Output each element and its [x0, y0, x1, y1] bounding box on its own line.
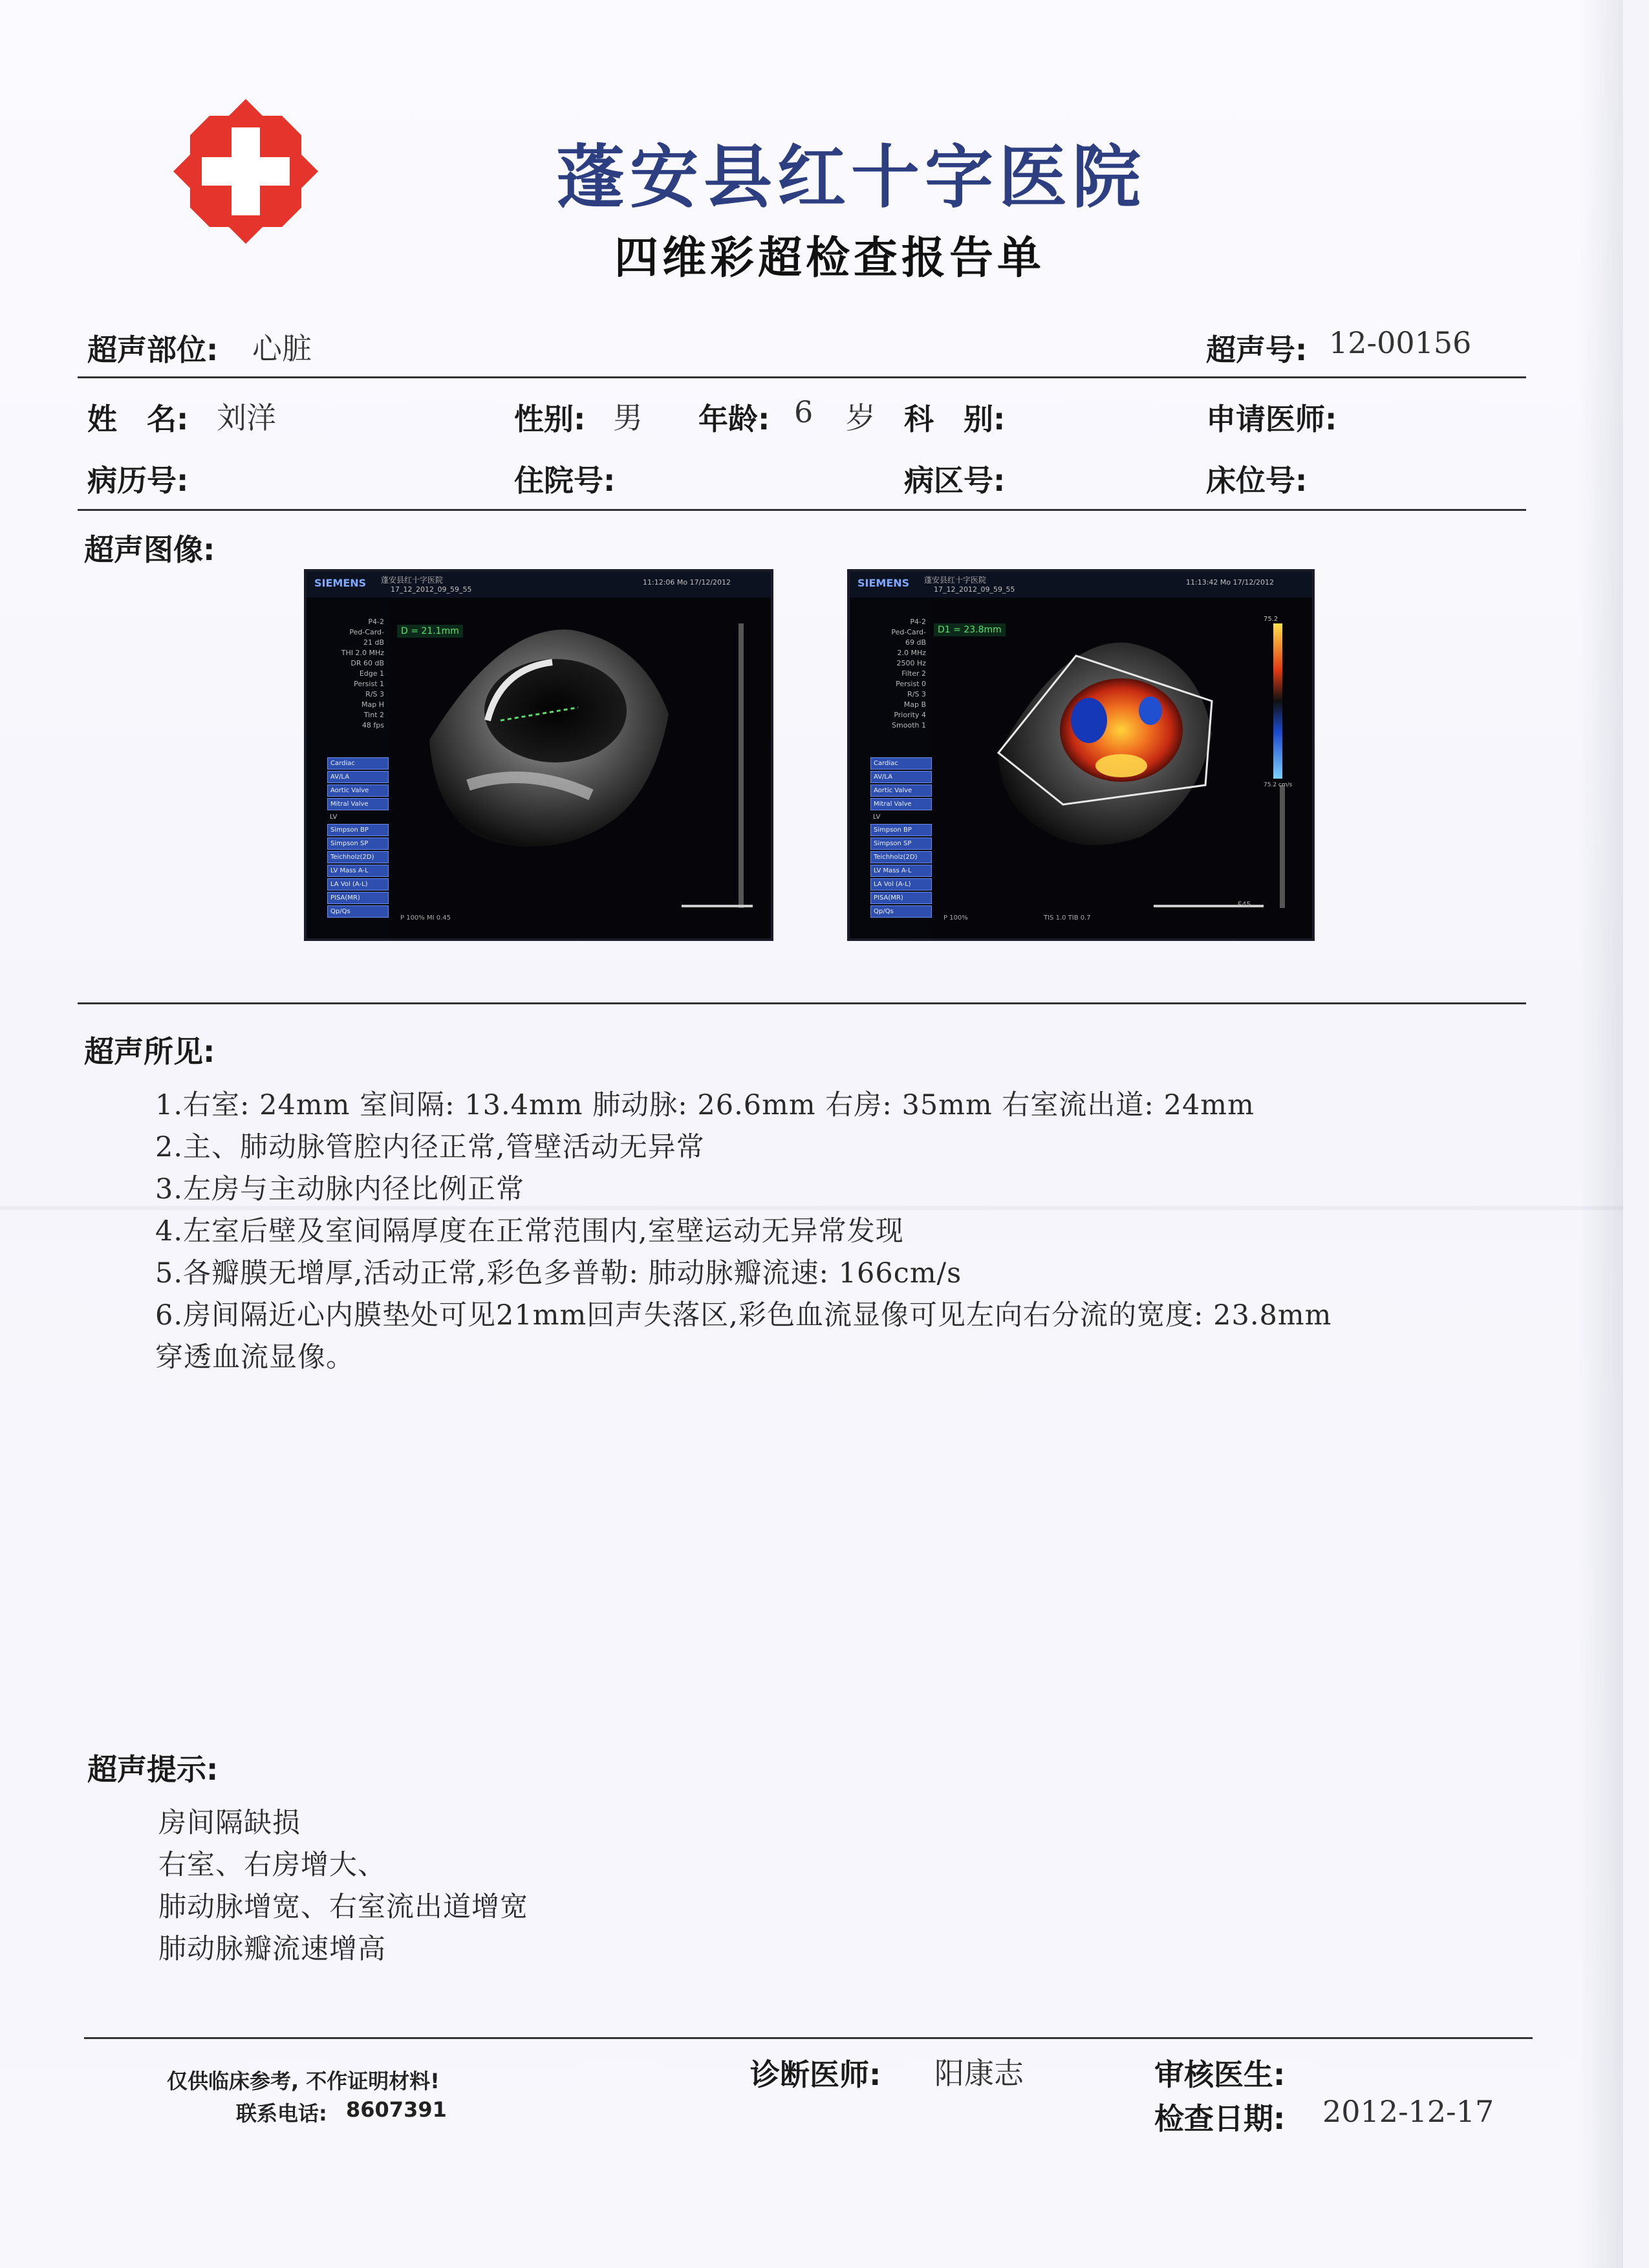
finding-line-3: 3.左房与主动脉内径比例正常: [155, 1173, 525, 1205]
right-menu-item: LA Vol (A-L): [870, 878, 932, 891]
finding-line-1: 1.右室: 24mm 室间隔: 13.4mm 肺动脉: 26.6mm 右房: 35mm 右室流出道: 24mm: [155, 1089, 1255, 1121]
hospital-name: 蓬安县红十字医院: [556, 136, 1146, 217]
right-param: Persist 0: [896, 680, 926, 688]
right-param: 2500 Hz: [896, 659, 926, 667]
left-param: Edge 1: [359, 669, 384, 678]
right-param: 69 dB: [905, 638, 926, 647]
disclaimer: 仅供临床参考, 不作证明材料!: [167, 2069, 440, 2093]
name-value: 刘洋: [217, 400, 276, 435]
left-menu-item: AV/LA: [327, 771, 389, 783]
report-title: 四维彩超检查报告单: [614, 233, 1046, 284]
left-param: Map H: [361, 700, 384, 709]
left-param: R/S 3: [365, 690, 384, 698]
right-param: Priority 4: [894, 711, 926, 719]
sex-value: 男: [613, 400, 643, 435]
date-label: 检查日期:: [1154, 2101, 1286, 2136]
inpatient-number-label: 住院号:: [514, 463, 616, 498]
reviewer-label: 审核医生:: [1154, 2057, 1286, 2092]
right-menu-item: Cardiac: [870, 757, 932, 770]
left-param: Persist 1: [354, 680, 384, 688]
images-label: 超声图像:: [84, 532, 215, 567]
finding-line-4: 4.左室后壁及室间隔厚度在正常范围内,室壁运动无异常发现: [155, 1215, 904, 1247]
left-params: [332, 617, 384, 731]
right-menu-item: LV Mass A-L: [870, 865, 932, 877]
right-menu-item: Qp/Qs: [870, 905, 932, 918]
left-menu-item: Simpson BP: [327, 824, 389, 836]
ultrasound-image-2d: [304, 569, 773, 941]
sex-label: 性别:: [514, 402, 586, 437]
finding-line-5: 5.各瓣膜无增厚,活动正常,彩色多普勒: 肺动脉瓣流速: 166cm/s: [155, 1257, 962, 1290]
right-scale-bottom: 75.2 cm/s: [1264, 782, 1293, 788]
left-param: Tint 2: [363, 711, 384, 719]
right-menu-item: Simpson BP: [870, 824, 932, 836]
right-hospital: 蓬安县红十字医院: [924, 576, 987, 585]
left-menu-item: Qp/Qs: [327, 905, 389, 918]
finding-line-7: 穿透血流显像。: [155, 1341, 354, 1374]
divider-footer: [84, 2037, 1533, 2039]
right-menu-item: LV: [873, 814, 881, 821]
ultrasound-image-doppler: [847, 569, 1315, 941]
left-menu-item: Simpson SP: [327, 837, 389, 850]
right-footer: P 100%: [943, 914, 968, 922]
doctor-label: 诊断医师:: [750, 2057, 881, 2092]
left-file: 17_12_2012_09_59_55: [391, 585, 472, 594]
right-measurement: D1 = 23.8mm: [934, 623, 1006, 636]
right-time: 11:13:42 Mo 17/12/2012: [1186, 578, 1275, 587]
divider-header: [78, 376, 1526, 378]
name-label: 姓 名:: [87, 402, 189, 437]
record-number-label: 病历号:: [87, 463, 189, 498]
part-value: 心脏: [252, 331, 312, 366]
age-label: 年龄:: [698, 402, 770, 437]
right-param: Map B: [903, 700, 926, 709]
left-param: DR 60 dB: [350, 659, 384, 667]
ultrasound-number-label: 超声号:: [1206, 332, 1308, 367]
right-param: Ped-Card-: [891, 628, 926, 636]
part-label: 超声部位:: [87, 332, 219, 367]
left-menu-item: PISA(MR): [327, 892, 389, 904]
right-menu-item: Simpson SP: [870, 837, 932, 850]
exam-date: 2012-12-17: [1322, 2094, 1494, 2129]
ultrasound-number-value: 12-00156: [1329, 325, 1472, 360]
age-unit: 岁: [846, 400, 876, 435]
paper-edge-shadow: [1578, 0, 1623, 2268]
right-scale-top: 75.2: [1264, 616, 1278, 623]
left-menu-item: LV: [330, 814, 338, 821]
left-param: Ped-Card-: [349, 628, 384, 636]
right-file: 17_12_2012_09_59_55: [934, 585, 1015, 594]
right-menu: [870, 756, 932, 919]
finding-line-6: 6.房间隔近心内膜垫处可见21mm回声失落区,彩色血流显像可见左向右分流的宽度: 23.8mm: [155, 1299, 1332, 1332]
right-menu-item: Teichholz(2D): [870, 851, 932, 863]
left-brand: SIEMENS: [314, 577, 367, 589]
left-param: 21 dB: [363, 638, 384, 647]
left-menu-item: LV Mass A-L: [327, 865, 389, 877]
right-param: R/S 3: [907, 690, 926, 698]
doctor-name: 阳康志: [934, 2056, 1024, 2091]
conclusion-line-2: 右室、右房增大、: [158, 1849, 386, 1881]
left-measurement: D = 21.1mm: [397, 625, 463, 638]
right-menu-item: AV/LA: [870, 771, 932, 783]
dept-label: 科 别:: [904, 402, 1006, 437]
conclusion-line-4: 肺动脉瓣流速增高: [158, 1933, 386, 1965]
right-params: [874, 617, 926, 731]
conclusion-label: 超声提示:: [87, 1752, 219, 1787]
conclusion-line-3: 肺动脉增宽、右室流出道增宽: [158, 1891, 528, 1923]
findings-label: 超声所见:: [84, 1034, 215, 1069]
left-param: 48 fps: [361, 721, 384, 729]
conclusion-line-1: 房间隔缺损: [158, 1807, 301, 1839]
right-fps: F45: [1238, 900, 1251, 909]
bed-number-label: 床位号:: [1206, 463, 1308, 498]
right-menu-item: Aortic Valve: [870, 784, 932, 797]
left-footer: P 100% MI 0.45: [400, 914, 451, 922]
right-param: P4-2: [910, 618, 926, 626]
left-menu-item: Teichholz(2D): [327, 851, 389, 863]
left-param: THI 2.0 MHz: [341, 649, 384, 657]
finding-line-2: 2.主、肺动脉管腔内径正常,管壁活动无异常: [155, 1131, 705, 1163]
left-menu-item: Cardiac: [327, 757, 389, 770]
left-menu-item: Aortic Valve: [327, 784, 389, 797]
left-time: 11:12:06 Mo 17/12/2012: [643, 578, 731, 587]
right-menu-item: Mitral Valve: [870, 798, 932, 810]
red-cross-logo: [168, 94, 323, 249]
left-hospital: 蓬安县红十字医院: [381, 576, 444, 585]
left-menu-item: LA Vol (A-L): [327, 878, 389, 891]
left-menu: [327, 756, 389, 919]
requester-label: 申请医师:: [1206, 402, 1337, 437]
age-value: 6: [794, 394, 814, 429]
phone-label: 联系电话:: [236, 2101, 327, 2126]
divider-patient: [78, 509, 1526, 511]
right-menu-item: PISA(MR): [870, 892, 932, 904]
right-param: Filter 2: [901, 669, 926, 678]
right-brand: SIEMENS: [857, 577, 910, 589]
right-footer-tis: TIS 1.0 TIB 0.7: [1044, 914, 1091, 922]
left-menu-item: Mitral Valve: [327, 798, 389, 810]
left-param: P4-2: [368, 618, 384, 626]
ward-number-label: 病区号:: [904, 463, 1006, 498]
phone-number: 8607391: [346, 2097, 447, 2122]
right-param: Smooth 1: [892, 721, 926, 729]
divider-images: [78, 1002, 1526, 1004]
right-param: 2.0 MHz: [897, 649, 926, 657]
